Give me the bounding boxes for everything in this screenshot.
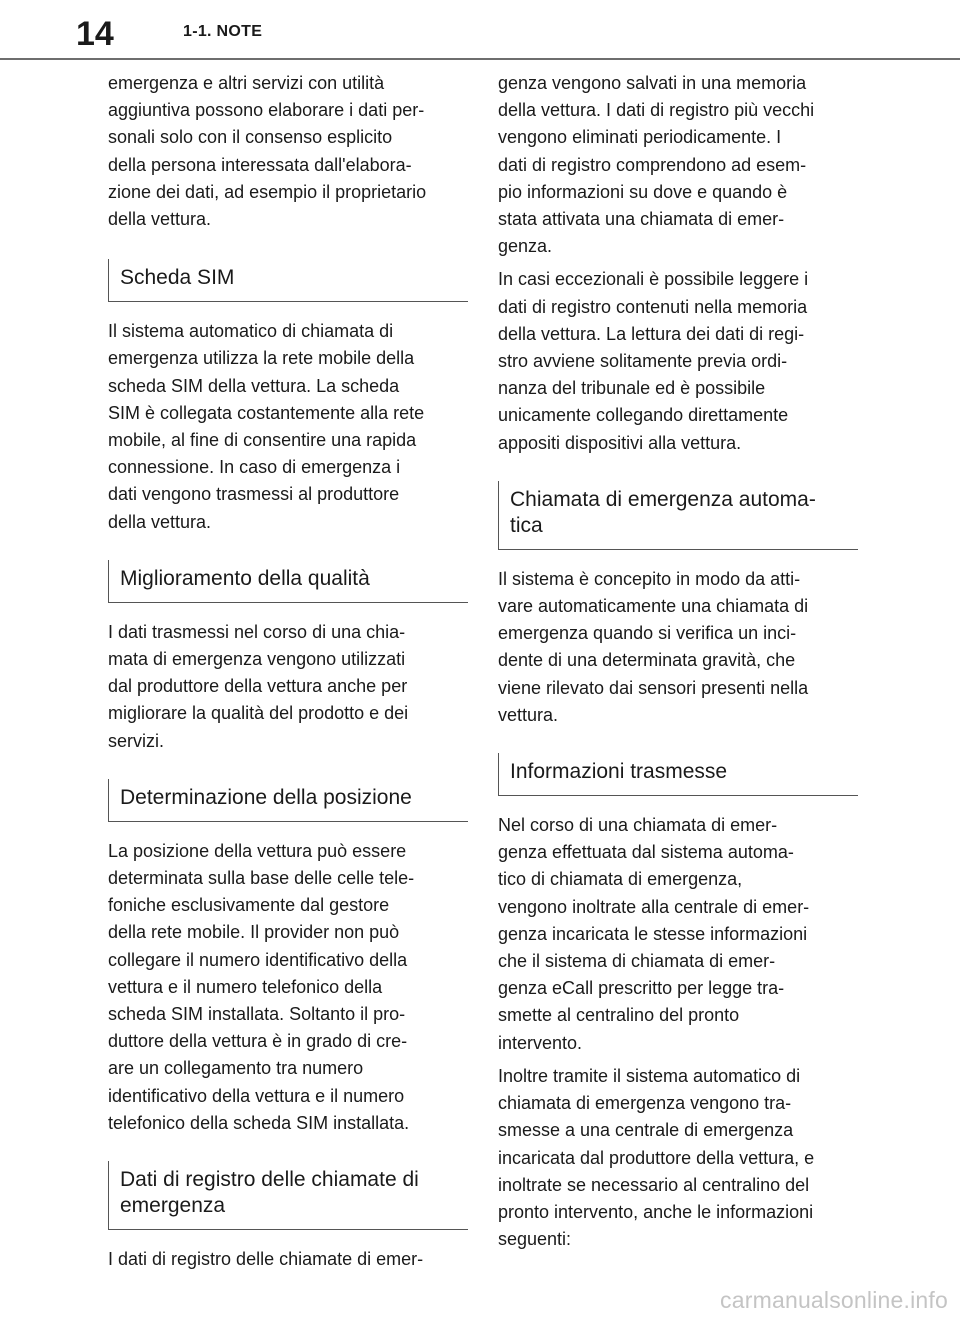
paragraph-auto: Il sistema è concepito in modo da atti- vare automaticamente una chiamata di emergenza quando si verifica un inci- dente di una determinata gravità, che viene rilevato dai sensori presenti nella vettura. (498, 568, 809, 725)
page-header (0, 0, 960, 62)
paragraph-info-2: Inoltre tramite il sistema automatico di chiamata di emergenza vengono tra- smesse a una centrale di emergenza incaricata dal produttore della vettura, e inoltrate se necessario al centralino del pronto intervento, anche le informazioni seguenti: (498, 1065, 815, 1250)
heading-chiamata-automatica (498, 481, 858, 550)
heading-scheda-sim-text: Scheda SIM (120, 266, 235, 290)
paragraph-info-1: Nel corso di una chiamata di emer- genza effettuata dal sistema automa- tico di chiamata di emergenza, vengono inoltrate alla centrale di emer- genza incaricata le stesse informazioni che il sistema di chiamata di emer- genza eCall prescritto per legge tra- smette al centralino del pronto intervento. (498, 815, 810, 1053)
left-column (108, 70, 468, 1279)
heading-dati-registro (108, 1161, 468, 1230)
paragraph-log: I dati di registro delle chiamate di emer- (108, 1249, 424, 1270)
paragraph-intro: emergenza e altri servizi con utilità aggiuntiva possono elaborare i dati per- sonali solo con il consenso esplicito della persona interessata dall'elabora- zione dei dati, ad esempio il proprietario della vettura. (108, 73, 427, 230)
heading-determinazione-posizione-text: Determinazione della posizione (120, 785, 412, 809)
page-number: 14 (76, 15, 114, 53)
heading-dati-registro-text: Dati di registro delle chiamate di emergenza (120, 1168, 419, 1218)
heading-miglioramento-qualita-text: Miglioramento della qualità (120, 566, 370, 590)
heading-informazioni-trasmesse (498, 753, 858, 796)
right-column (498, 70, 858, 1259)
heading-miglioramento-qualita (108, 560, 468, 603)
heading-determinazione-posizione (108, 779, 468, 822)
paragraph-log-continued: genza vengono salvati in una memoria della vettura. I dati di registro più vecchi vengono eliminati periodicamente. I dati di registro comprendono ad esem- pio informazioni su dove e quando è stata attivata una chiamata di emer- genza. (498, 73, 815, 257)
paragraph-log-read: In casi eccezionali è possibile leggere i dati di registro contenuti nella memoria della vettura. La lettura dei dati di regi- stro avviene solitamente previa ordi- nanza del tribunale ed è possibile unicamente collegando direttamente appositi dispositivi alla vettura. (498, 269, 809, 453)
section-label: 1-1. NOTE (183, 23, 263, 40)
heading-scheda-sim (108, 259, 468, 302)
watermark: carmanualsonline.info (720, 1287, 948, 1313)
heading-informazioni-trasmesse-text: Informazioni trasmesse (510, 760, 728, 784)
header-rule (0, 58, 960, 60)
paragraph-position: La posizione della vettura può essere determinata sulla base delle celle tele- foniche esclusivamente dal gestore della rete mobile. Il provider non può collegare il numero identificativo della vettura e il numero telefonico della scheda SIM installata. Soltanto il pro- duttore della vettura è in grado di cre- are un collegamento tra numero identificativo della vettura e il numero telefonico della scheda SIM installata. (108, 840, 415, 1133)
paragraph-sim: Il sistema automatico di chiamata di emergenza utilizza la rete mobile della scheda SIM della vettura. La scheda SIM è collegata costantemente alla rete mobile, al fine di consentire una rapida connessione. In caso di emergenza i dati vengono trasmessi al produttore della vettura. (108, 321, 425, 532)
paragraph-quality: I dati trasmessi nel corso di una chia- mata di emergenza vengono utilizzati dal produttore della vettura anche per migliorare la qualità del prodotto e dei servizi. (108, 621, 409, 751)
heading-chiamata-automatica-text: Chiamata di emergenza automa- tica (510, 487, 816, 537)
